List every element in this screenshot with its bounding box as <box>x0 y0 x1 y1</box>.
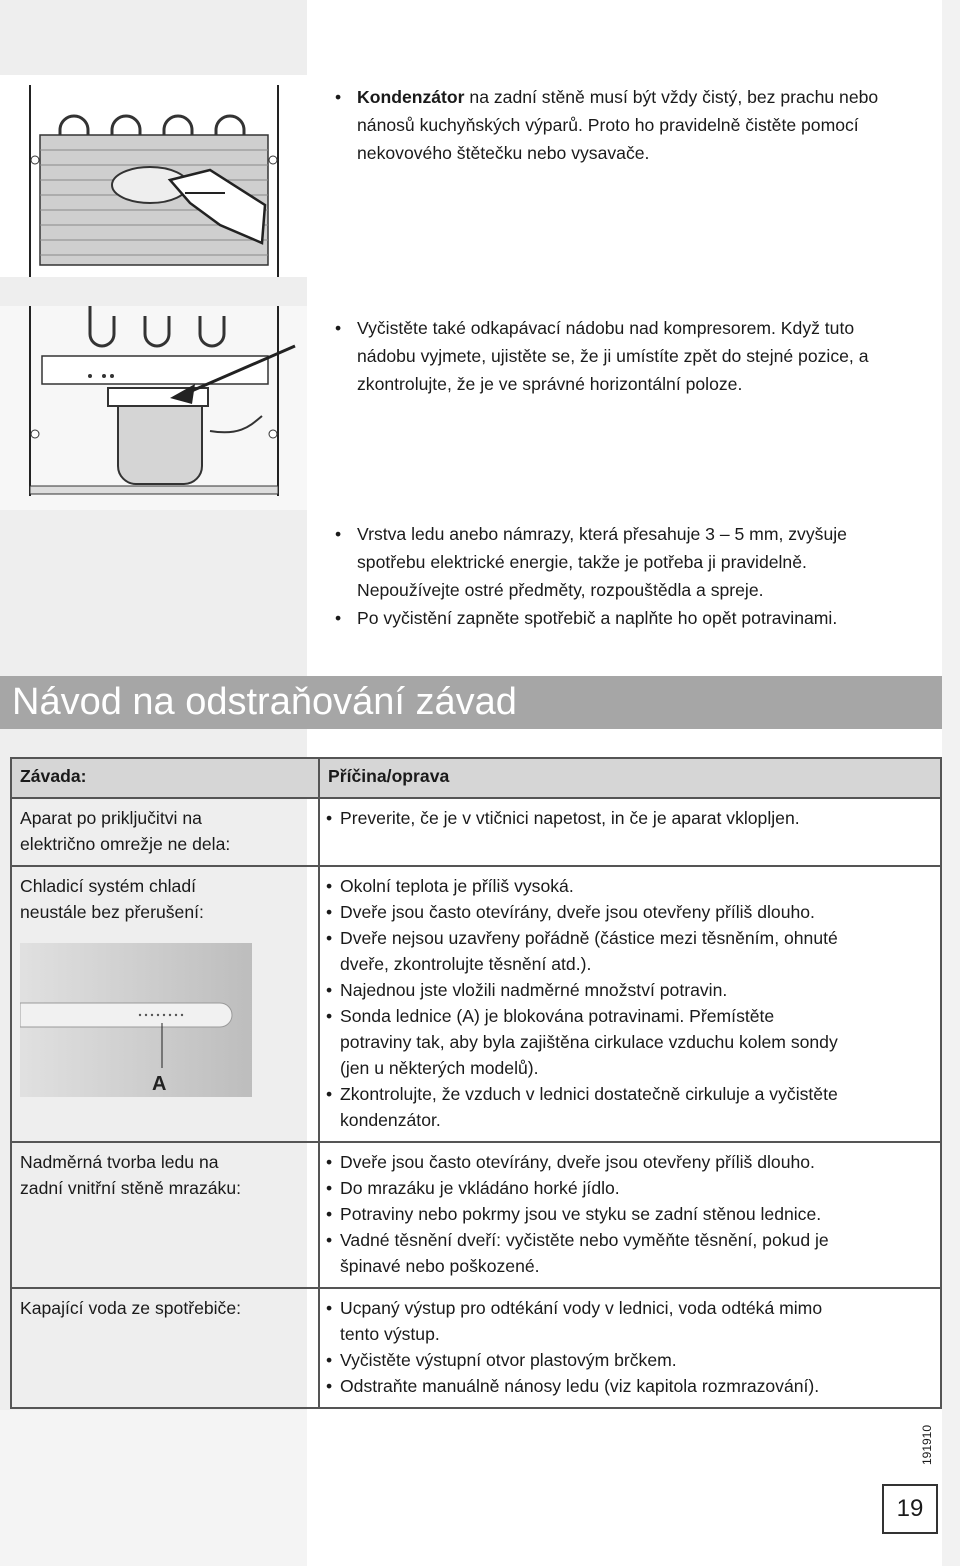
fault-line: Kapající voda ze spotřebiče: <box>20 1298 242 1318</box>
document-code-text: 191910 <box>920 1424 934 1466</box>
table-header-row <box>11 758 941 798</box>
remedy-line: • Dveře jsou často otevírány, dveře jsou otevřeny příliš dlouho. <box>340 902 815 922</box>
remedy-line: • Sonda lednice (A) je blokována potravinami. Přemístěte <box>340 1006 775 1026</box>
remedy-cell <box>319 798 941 866</box>
remedy-line: • Ucpaný výstup pro odtékání vody v lednici, voda odtéká mimo <box>340 1298 823 1318</box>
remedy-item <box>326 1003 934 1081</box>
condenser-term: Kondenzátor <box>357 87 465 107</box>
drip-tray-line-3: zkontrolujte, že je ve správné horizontální poloze. <box>357 374 743 394</box>
remedy-line: potraviny tak, aby byla zajištěna cirkulace vzduchu kolem sondy <box>340 1032 838 1052</box>
frost-line-1: • Vrstva ledu anebo námrazy, která přesahuje 3 – 5 mm, zvyšuje <box>335 520 935 548</box>
remedy-line: špinavé nebo poškozené. <box>340 1256 540 1276</box>
drip-tray-illustration <box>0 306 307 510</box>
remedy-line: • Do mrazáku je vkládáno horké jídlo. <box>340 1178 620 1198</box>
remedy-item <box>326 1201 934 1227</box>
remedy-item <box>326 1347 934 1373</box>
condenser-line-1: na zadní stěně musí být vždy čistý, bez prachu nebo <box>464 87 879 107</box>
remedy-item <box>326 1149 934 1175</box>
table-row <box>11 798 941 866</box>
table-row <box>11 1142 941 1288</box>
fault-line: Chladicí systém chladí <box>20 876 197 896</box>
left-margin-band-lower <box>0 1410 307 1566</box>
remedy-cell <box>319 866 941 1142</box>
frost-line-2: spotřebu elektrické energie, takže je potřeba ji pravidelně. <box>357 552 807 572</box>
remedy-item <box>326 873 934 899</box>
header-fault: Závada: <box>11 758 319 798</box>
page-number: 19 <box>882 1484 938 1534</box>
frost-instruction <box>335 520 935 632</box>
table-row <box>11 1288 941 1408</box>
troubleshooting-table <box>10 757 942 1409</box>
fault-cell <box>11 866 319 1142</box>
frost-line-3: Nepoužívejte ostré předměty, rozpouštědla a spreje. <box>357 580 764 600</box>
drip-tray-line-2: nádobu vyjmete, ujistěte se, že ji umístíte zpět do stejné pozice, a <box>357 346 869 366</box>
remedy-line: • Potraviny nebo pokrmy jsou ve styku se zadní stěnou lednice. <box>340 1204 822 1224</box>
remedy-line: • Najednou jste vložili nadměrné množství potravin. <box>340 980 728 1000</box>
remedy-item <box>326 1227 934 1279</box>
fault-cell <box>11 1288 319 1408</box>
remedy-cell <box>319 1142 941 1288</box>
remedy-cell <box>319 1288 941 1408</box>
remedy-line: tento výstup. <box>340 1324 440 1344</box>
remedy-line: • Vyčistěte výstupní otvor plastovým brčkem. <box>340 1350 677 1370</box>
remedy-line: • Vadné těsnění dveří: vyčistěte nebo vyměňte těsnění, pokud je <box>340 1230 829 1250</box>
remedy-item <box>326 925 934 977</box>
remedy-item <box>326 1175 934 1201</box>
remedy-item <box>326 1373 934 1399</box>
drip-tray-instruction <box>335 314 935 398</box>
remedy-item <box>326 1295 934 1347</box>
remedy-line: • Zkontrolujte, že vzduch v lednici dostatečně cirkuluje a vyčistěte <box>340 1084 838 1104</box>
section-title: Návod na odstraňování závad <box>0 676 942 729</box>
fault-line: zadní vnitřní stěně mrazáku: <box>20 1178 242 1198</box>
condenser-line-3: nekovového štětečku nebo vysavače. <box>357 143 650 163</box>
fridge-probe-photo <box>20 943 252 1097</box>
header-cause: Příčina/oprava <box>319 758 941 798</box>
remedy-line: dveře, zkontrolujte těsnění atd.). <box>340 954 592 974</box>
remedy-line: • Okolní teplota je příliš vysoká. <box>340 876 574 896</box>
remedy-line: • Dveře jsou často otevírány, dveře jsou otevřeny příliš dlouho. <box>340 1152 815 1172</box>
after-cleaning-line: • Po vyčistění zapněte spotřebič a naplňte ho opět potravinami. <box>335 604 935 632</box>
remedy-line: • Preverite, če je v vtičnici napetost, in če je aparat vklopljen. <box>340 808 800 828</box>
remedy-item <box>326 899 934 925</box>
drip-tray-line-1: • Vyčistěte také odkapávací nádobu nad kompresorem. Když tuto <box>335 314 935 342</box>
remedy-item <box>326 805 934 831</box>
fault-line: električno omrežje ne dela: <box>20 834 231 854</box>
remedy-line: • Odstraňte manuálně nánosy ledu (viz kapitola rozmrazování). <box>340 1376 820 1396</box>
fault-cell <box>11 1142 319 1288</box>
fault-line: Nadměrná tvorba ledu na <box>20 1152 219 1172</box>
fault-cell <box>11 798 319 866</box>
remedy-line: kondenzátor. <box>340 1110 441 1130</box>
condenser-cleaning-illustration <box>0 75 307 277</box>
fault-line: neustále bez přerušení: <box>20 902 204 922</box>
remedy-line: • Dveře nejsou uzavřeny pořádně (částice mezi těsněním, ohnuté <box>340 928 838 948</box>
document-code <box>912 1420 942 1470</box>
fault-line: Aparat po priključitvi na <box>20 808 202 828</box>
table-row <box>11 866 941 1142</box>
probe-label: A <box>152 1073 167 1095</box>
remedy-item <box>326 977 934 1003</box>
condenser-instruction <box>335 83 935 167</box>
remedy-line: (jen u některých modelů). <box>340 1058 539 1078</box>
condenser-line-2: nánosů kuchyňských výparů. Proto ho pravidelně čistěte pomocí <box>357 115 859 135</box>
remedy-item <box>326 1081 934 1133</box>
condenser-bullet <box>335 83 935 111</box>
right-margin-band <box>942 0 960 1566</box>
